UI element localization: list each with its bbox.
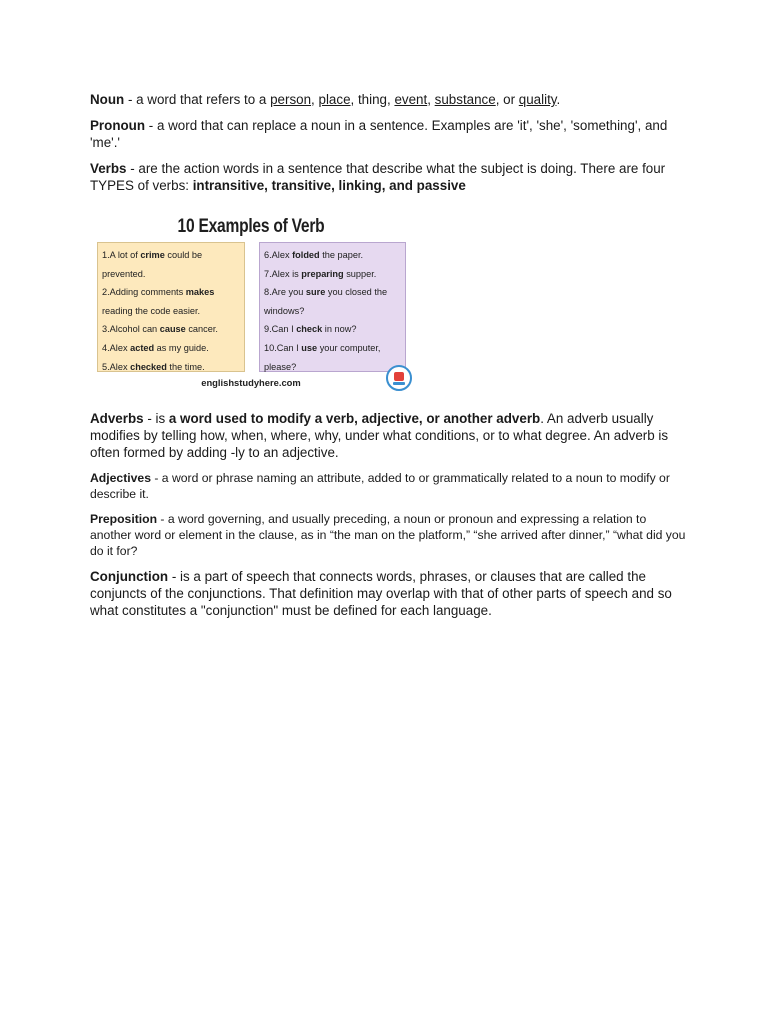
adverbs-definition: Adverbs - is a word used to modify a verb, adjective, or another adverb. An adverb usually modifies by telling how, when, where, why, under what conditions, or to what degree. An adverb is often formed by adding -ly to an adjective.: [90, 411, 669, 460]
conjunction-term: Conjunction: [90, 569, 169, 584]
pronoun-term: Pronoun: [90, 118, 146, 133]
link-substance[interactable]: substance: [434, 92, 496, 107]
example-line: 8.Are you sure you closed the: [264, 287, 388, 298]
example-line: 3.Alcohol can cause cancer.: [102, 324, 218, 335]
verb-types: intransitive, transitive, linking, and passive: [192, 178, 466, 193]
example-line: 6.Alex folded the paper.: [264, 250, 364, 260]
link-person[interactable]: person: [270, 92, 312, 107]
figure-title: 10 Examples of Verb: [177, 216, 325, 237]
example-line: prevented.: [102, 268, 146, 279]
preposition-definition: Preposition - a word governing, and usually preceding, a noun or pronoun and expressing a relation to another word or element in the clause, as in “the man on the platform,” “she arrived after dinner,” “what did you do it for?: [90, 512, 686, 558]
adjectives-definition: Adjectives - a word or phrase naming an attribute, added to or grammatically related to a noun to modify or describe it.: [90, 471, 670, 501]
example-line: please?: [264, 361, 297, 372]
example-line: 10.Can I use your computer,: [264, 342, 381, 353]
noun-term: Noun: [90, 92, 125, 107]
example-line: 7.Alex is preparing supper.: [264, 268, 377, 279]
verbs-definition: Verbs - are the action words in a sentence that describe what the subject is doing. There are four TYPES of verbs: intransitive, transitive, linking, and passive: [90, 161, 666, 193]
example-line: reading the code easier.: [102, 305, 201, 316]
adverbs-term: Adverbs: [90, 411, 144, 426]
example-line: 1.A lot of crime could be: [102, 250, 203, 260]
verbs-term: Verbs: [90, 161, 127, 176]
verb-examples-image: [90, 210, 412, 398]
document-page: [90, 91, 690, 619]
pronoun-definition: Pronoun - a word that can replace a noun in a sentence. Examples are 'it', 'she', 'something', and 'me'.': [90, 118, 668, 150]
figure-source: englishstudyhere.com: [201, 377, 301, 388]
noun-definition: Noun - a word that refers to a person, place, thing, event, substance, or quality.: [90, 92, 561, 107]
example-line: 4.Alex acted as my guide.: [102, 342, 209, 353]
examples-column-left: [97, 242, 245, 372]
example-line: 9.Can I check in now?: [264, 324, 357, 335]
example-line: windows?: [264, 305, 305, 316]
example-line: 5.Alex checked the time.: [102, 361, 205, 372]
examples-column-right: [259, 242, 406, 372]
link-quality[interactable]: quality: [518, 92, 557, 107]
example-line: 2.Adding comments makes: [102, 287, 215, 298]
adjectives-term: Adjectives: [90, 471, 151, 485]
site-logo-icon: [386, 365, 412, 391]
preposition-term: Preposition: [90, 512, 158, 526]
link-event[interactable]: event: [394, 92, 428, 107]
conjunction-definition: Conjunction - is a part of speech that connects words, phrases, or clauses that are called the conjuncts of the conjunctions. That definition may overlap with that of other parts of speech and so what constitutes a "conjunction" must be defined for each language.: [90, 569, 672, 618]
link-place[interactable]: place: [318, 92, 351, 107]
